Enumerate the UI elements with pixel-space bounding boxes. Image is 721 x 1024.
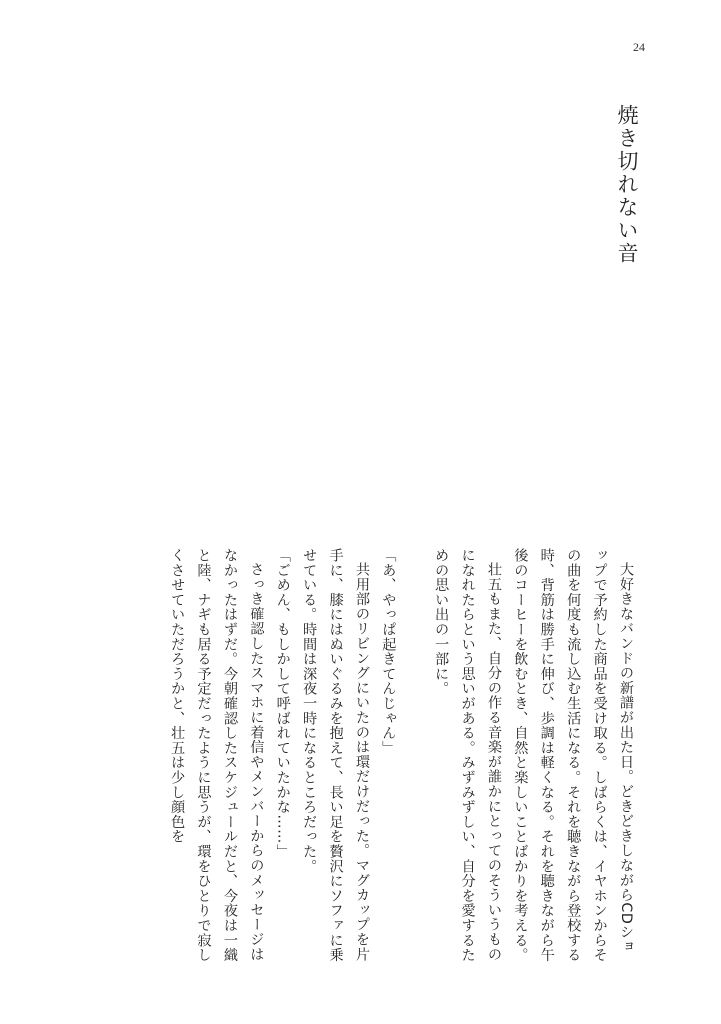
chapter-title: 焼き切れない音 <box>615 104 639 265</box>
paragraph-4: 共用部のリビングにいたのは環だけだった。マグカップを片手に、膝にはぬいぐるみを抱えて、長い足を贅沢にソファに乗せている。時間は深夜一時になるところだった。 <box>301 548 370 963</box>
body-text <box>164 548 639 968</box>
paragraph-6: さっき確認したスマホに着信やメンバーからのメッセージはなかったはずだ。今朝確認したスケジュールだと、今夜は一織と陸、ナギも居る予定だったように思うが、環をひとりで寂しくさせていただろうかと、壮五は少し顔色を <box>169 548 265 963</box>
paragraph-2: 壮五もまた、自分の作る音楽が誰かにとってのそういうものになれたらという思いがある。みずみずしい、自分を愛するための思い出の一部に。 <box>433 548 502 963</box>
paragraph-spacer <box>401 548 427 968</box>
paragraph-5: 「ごめん、もしかして呼ばれていたかな……」 <box>274 548 291 859</box>
page-number: 24 <box>633 40 645 54</box>
paragraph-3: 「あ、やっぱ起きてんじゃん」 <box>380 548 397 756</box>
paragraph-1: 大好きなバンドの新譜が出た日。どきどきしながらCDショップで予約した商品を受け取る。しばらくは、イヤホンからその曲を何度も流し込む生活になる。それを聴きながら登校する時、背筋は勝手に伸び、歩調は軽くなる。それを聴きながら午後のコーヒーを飲むとき、自然と楽しいことばかりを考える。 <box>512 548 634 963</box>
